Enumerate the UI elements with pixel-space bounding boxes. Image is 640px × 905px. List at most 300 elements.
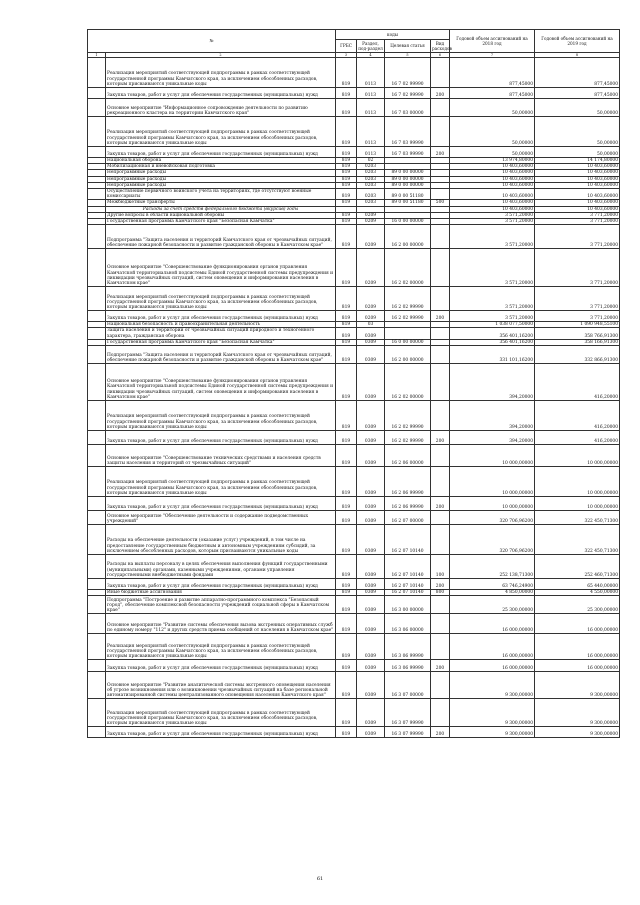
row-vol-2019-cell: 10 403,60000 <box>535 176 620 182</box>
row-name-cell: Непрограммные расходы <box>106 176 336 182</box>
row-vol-2019-cell: 10 403,60000 <box>535 164 620 170</box>
row-name-cell: Закупка товаров, работ и услуг для обеспечения государственных (муниципальных) нужд <box>106 660 336 672</box>
row-vol-2019-cell: 10 403,60000 <box>535 206 620 212</box>
table-row <box>88 579 620 590</box>
row-section-cell: 0113 <box>357 99 385 117</box>
table-header <box>88 30 620 58</box>
row-exp-type-cell: 100 <box>431 555 450 579</box>
row-vol-2019-cell: 9 300,00000 <box>535 699 620 727</box>
row-name-cell: Основное мероприятие "Совершенствование функционирования органов управления Камчатской территориальной подсистемы Единой государственной системы предупреждения и ликвидации чрезвычайных ситуаций, систем оповещения и информирования населения в Камчатском крае" <box>106 249 336 287</box>
row-grbs-cell: 819 <box>336 176 357 182</box>
row-vol-2018-cell: 10 403,60000 <box>450 200 535 206</box>
row-num-cell <box>88 147 106 158</box>
row-name-cell: Государственная программа Камчатского края "Безопасная Камчатка" <box>106 339 336 345</box>
row-exp-type-cell <box>431 596 450 614</box>
row-vol-2019-cell: 3 771,20000 <box>535 219 620 225</box>
row-vol-2019-cell: 877,45000 <box>535 88 620 99</box>
row-name-cell: Межбюджетные трансферты <box>106 200 336 206</box>
row-exp-type-cell: 200 <box>431 660 450 672</box>
row-vol-2018-cell: 13 974,80000 <box>450 158 535 164</box>
row-name-cell: Основное мероприятие "Развитие системы обеспечения вызова экстренных оперативных служб по единому номеру "112" и других средств приема сообщений от населения в Камчатском крае" <box>106 614 336 634</box>
row-vol-2018-cell: 3 571,20000 <box>450 249 535 287</box>
header-exp-type: Вид расходов <box>432 40 452 51</box>
row-grbs-cell: 819 <box>336 672 357 699</box>
row-grbs-cell: 819 <box>336 212 357 218</box>
row-target-cell <box>385 328 431 339</box>
table-row <box>88 614 620 634</box>
row-num-cell <box>88 699 106 727</box>
row-grbs-cell: 819 <box>336 164 357 170</box>
row-exp-type-cell <box>431 346 450 364</box>
row-target-cell: 16 3 07 00000 <box>385 672 431 699</box>
row-vol-2019-cell: 322 450,71300 <box>535 525 620 555</box>
row-exp-type-cell <box>431 445 450 467</box>
row-grbs-cell: 819 <box>336 660 357 672</box>
row-vol-2019-cell: 16 000,00000 <box>535 614 620 634</box>
row-vol-2018-cell: 252 138,71300 <box>450 555 535 579</box>
row-vol-2019-cell: 16 000,00000 <box>535 634 620 660</box>
row-vol-2019-cell: 3 771,20000 <box>535 287 620 311</box>
row-vol-2018-cell: 3 571,20000 <box>450 212 535 218</box>
row-num-cell <box>88 311 106 322</box>
row-grbs-cell: 819 <box>336 364 357 401</box>
row-section-cell: 0309 <box>357 401 385 431</box>
row-name-cell: Подпрограмма "Построение и развитие аппаратно-программного комплекса "Безопасный город", обеспечение комплексной безопасности учреждений социальной сферы в Камчатском крае" <box>106 596 336 614</box>
row-vol-2019-cell: 10 000,00000 <box>535 467 620 497</box>
row-grbs-cell: 819 <box>336 339 357 345</box>
row-target-cell: 16 0 00 00000 <box>385 339 431 345</box>
row-grbs-cell: 819 <box>336 189 357 200</box>
row-name-cell: Основное мероприятие "Информационное сопровождение деятельности по развитию рекреационного кластера на территории Камчатского края" <box>106 99 336 117</box>
row-grbs-cell: 819 <box>336 88 357 99</box>
row-num-cell <box>88 58 106 88</box>
row-section-cell: 0309 <box>357 467 385 497</box>
row-name-cell: Реализация мероприятий соответствующей подпрограммы в рамках соответствующей государственной программы Камчатского края, за исключением обособленных расходов, которым присваиваются уникальные коды <box>106 401 336 431</box>
row-target-cell: 16 3 06 99990 <box>385 634 431 660</box>
table-row <box>88 672 620 699</box>
row-vol-2019-cell: 10 403,60000 <box>535 189 620 200</box>
row-name-cell: Защита населения и территории от чрезвычайных ситуаций природного и техногенного характера, гражданская оборона <box>106 328 336 339</box>
row-vol-2019-cell: 416,20000 <box>535 431 620 445</box>
row-num-cell <box>88 445 106 467</box>
row-grbs-cell: 819 <box>336 467 357 497</box>
row-target-cell: 16 2 00 00000 <box>385 346 431 364</box>
row-vol-2019-cell: 14 174,80000 <box>535 158 620 164</box>
row-num-cell <box>88 88 106 99</box>
row-name-cell: Расходы на обеспечение деятельности (оказание услуг) учреждений, в том числе на предоставление государственным бюджетным и автономным учреждениям субсидий, за исключением обособленных расходов, которым присваиваются уникальные коды <box>106 525 336 555</box>
row-section-cell: 0309 <box>357 727 385 738</box>
row-vol-2018-cell: 10 403,60000 <box>450 164 535 170</box>
row-grbs-cell: 819 <box>336 445 357 467</box>
row-vol-2018-cell: 50,00000 <box>450 117 535 147</box>
row-target-cell: 89 0 00 51180 <box>385 189 431 200</box>
row-num-cell <box>88 249 106 287</box>
row-section-cell: 0203 <box>357 164 385 170</box>
row-target-cell: 16 7 02 99990 <box>385 88 431 99</box>
table-row <box>88 189 620 200</box>
table-row <box>88 328 620 339</box>
row-name-cell: Основное мероприятие "Совершенствование технических средствами и населения средств защиты населения и территорий от чрезвычайных ситуаций" <box>106 445 336 467</box>
row-vol-2019-cell: 10 000,00000 <box>535 445 620 467</box>
row-vol-2019-cell: 416,20000 <box>535 401 620 431</box>
col-number: 6 <box>431 53 450 58</box>
row-section-cell: 0309 <box>357 590 385 596</box>
row-vol-2018-cell: 3 571,20000 <box>450 311 535 322</box>
row-grbs-cell: 819 <box>336 614 357 634</box>
row-vol-2018-cell: 9 300,00000 <box>450 672 535 699</box>
table-row <box>88 58 620 88</box>
row-vol-2018-cell: 1 038 077,50000 <box>450 322 535 328</box>
row-section-cell: 0309 <box>357 328 385 339</box>
table-row <box>88 117 620 147</box>
table-row <box>88 511 620 525</box>
row-num-cell <box>88 189 106 200</box>
row-section-cell: 0209 <box>357 287 385 311</box>
table-row <box>88 249 620 287</box>
row-target-cell: 16 3 07 99990 <box>385 727 431 738</box>
table-row <box>88 497 620 511</box>
row-vol-2018-cell: 356 401,16200 <box>450 328 535 339</box>
row-section-cell: 0113 <box>357 58 385 88</box>
row-vol-2018-cell: 10 403,60000 <box>450 170 535 176</box>
row-grbs-cell: 819 <box>336 555 357 579</box>
row-exp-type-cell <box>431 58 450 88</box>
row-target-cell: 16 2 07 00000 <box>385 511 431 525</box>
row-section-cell: 0309 <box>357 364 385 401</box>
row-name-cell: Осуществление первичного воинского учета на территориях, где отсутствуют военные комиссариаты <box>106 189 336 200</box>
row-exp-type-cell <box>431 401 450 431</box>
table-row <box>88 445 620 467</box>
row-section-cell: 0309 <box>357 614 385 634</box>
table-row <box>88 431 620 445</box>
row-exp-type-cell: 200 <box>431 431 450 445</box>
row-vol-2019-cell: 3 771,20000 <box>535 212 620 218</box>
row-vol-2019-cell: 9 300,00000 <box>535 672 620 699</box>
row-target-cell: 16 0 00 00000 <box>385 219 431 225</box>
row-target-cell: 89 0 00 00000 <box>385 182 431 188</box>
row-vol-2019-cell: 16 000,00000 <box>535 660 620 672</box>
row-vol-2018-cell: 25 300,00000 <box>450 596 535 614</box>
row-section-cell: 0203 <box>357 200 385 206</box>
row-num-cell <box>88 555 106 579</box>
header-codes: коды <box>336 30 450 40</box>
row-vol-2018-cell: 331 101,16200 <box>450 346 535 364</box>
col-number: 1 <box>88 53 106 58</box>
row-name-cell: Основное мероприятие "Развитие аналитической системы экстренного оповещения населения об угрозе возникновения или о возникновении чрезвычайных ситуаций на базе региональной автоматизированной системы централизованного оповещения населения Камчатского края" <box>106 672 336 699</box>
table-row <box>88 727 620 738</box>
row-target-cell: 89 0 00 00000 <box>385 176 431 182</box>
row-exp-type-cell <box>431 699 450 727</box>
row-vol-2019-cell: 50,00000 <box>535 99 620 117</box>
row-name-cell: Закупка товаров, работ и услуг для обеспечения государственных (муниципальных) нужд <box>106 727 336 738</box>
row-num-cell <box>88 634 106 660</box>
row-vol-2018-cell: 10 403,60000 <box>450 189 535 200</box>
table-row <box>88 634 620 660</box>
row-vol-2019-cell: 65 440,00000 <box>535 579 620 590</box>
row-section-cell: 0309 <box>357 634 385 660</box>
row-vol-2018-cell: 16 000,00000 <box>450 660 535 672</box>
row-grbs-cell: 819 <box>336 596 357 614</box>
row-target-cell: 16 2 02 00000 <box>385 249 431 287</box>
row-name-cell: Закупка товаров, работ и услуг для обеспечения государственных (муниципальных) нужд <box>106 579 336 590</box>
row-vol-2018-cell: 50,00000 <box>450 147 535 158</box>
row-target-cell: 16 2 02 99990 <box>385 431 431 445</box>
row-section-cell: 0309 <box>357 346 385 364</box>
row-vol-2018-cell: 320 706,96200 <box>450 511 535 525</box>
row-num-cell <box>88 99 106 117</box>
row-exp-type-cell: 200 <box>431 147 450 158</box>
row-target-cell: 16 2 07 10140 <box>385 555 431 579</box>
row-name-cell: Расходы за счет средств федерального бюджета (вкурсив) годы <box>106 206 336 212</box>
row-section-cell: 0209 <box>357 219 385 225</box>
row-vol-2018-cell: 16 000,00000 <box>450 634 535 660</box>
row-num-cell <box>88 525 106 555</box>
row-vol-2018-cell: 394,20000 <box>450 401 535 431</box>
row-grbs-cell: 819 <box>336 579 357 590</box>
row-exp-type-cell <box>431 287 450 311</box>
row-grbs-cell: 819 <box>336 497 357 511</box>
row-num-cell <box>88 287 106 311</box>
row-vol-2018-cell: 10 403,60000 <box>450 206 535 212</box>
row-vol-2018-cell: 320 706,96200 <box>450 525 535 555</box>
row-name-cell: Реализация мероприятий соответствующей подпрограммы в рамках соответствующей государственной программы Камчатского края, за исключением обособленных расходов, которым присваиваются уникальные коды <box>106 58 336 88</box>
row-vol-2019-cell: 322 450,71300 <box>535 511 620 525</box>
row-vol-2018-cell: 10 403,60000 <box>450 176 535 182</box>
row-vol-2019-cell: 358 766,91300 <box>535 328 620 339</box>
row-name-cell: Закупка товаров, работ и услуг для обеспечения государственных (муниципальных) нужд <box>106 497 336 511</box>
row-num-cell <box>88 401 106 431</box>
row-target-cell: 16 2 02 00000 <box>385 364 431 401</box>
row-exp-type-cell <box>431 672 450 699</box>
row-vol-2019-cell: 10 403,60000 <box>535 170 620 176</box>
col-number: 2 <box>106 53 336 58</box>
row-num-cell <box>88 727 106 738</box>
row-exp-type-cell <box>431 364 450 401</box>
row-section-cell: 0309 <box>357 511 385 525</box>
row-grbs-cell: 819 <box>336 311 357 322</box>
row-section-cell: 0113 <box>357 117 385 147</box>
row-section-cell: 0203 <box>357 170 385 176</box>
row-vol-2019-cell: 252 460,71300 <box>535 555 620 579</box>
row-grbs-cell: 819 <box>336 287 357 311</box>
row-target-cell: 16 3 00 00000 <box>385 596 431 614</box>
row-num-cell <box>88 117 106 147</box>
row-num-cell <box>88 614 106 634</box>
row-target-cell: 16 7 03 00000 <box>385 99 431 117</box>
table-row <box>88 525 620 555</box>
table-row <box>88 364 620 401</box>
row-name-cell: Основное мероприятие "Обеспечение деятельности и содержание подведомственных учреждений" <box>106 511 336 525</box>
row-vol-2018-cell: 50,00000 <box>450 99 535 117</box>
row-num-cell <box>88 431 106 445</box>
col-number: 5 <box>385 53 431 58</box>
row-vol-2019-cell: 416,20000 <box>535 364 620 401</box>
row-num-cell <box>88 579 106 590</box>
row-name-cell: Закупка товаров, работ и услуг для обеспечения государственных (муниципальных) нужд <box>106 431 336 445</box>
col-number: 8 <box>535 53 620 58</box>
row-grbs-cell: 819 <box>336 401 357 431</box>
row-section-cell: 03 <box>357 322 385 328</box>
table-row <box>88 287 620 311</box>
header-target: Целевая статья <box>385 40 431 53</box>
row-vol-2019-cell: 50,00000 <box>535 117 620 147</box>
row-section-cell: 0309 <box>357 579 385 590</box>
row-target-cell: 16 3 06 99990 <box>385 660 431 672</box>
row-grbs-cell: 819 <box>336 590 357 596</box>
row-section-cell: 0209 <box>357 212 385 218</box>
row-exp-type-cell: 200 <box>431 727 450 738</box>
row-grbs-cell: 819 <box>336 147 357 158</box>
row-section-cell: 0309 <box>357 339 385 345</box>
row-grbs-cell: 819 <box>336 182 357 188</box>
row-exp-type-cell: 200 <box>431 311 450 322</box>
row-num-cell <box>88 364 106 401</box>
row-target-cell: 89 0 00 51180 <box>385 200 431 206</box>
row-exp-type-cell <box>431 249 450 287</box>
row-name-cell: Закупка товаров, работ и услуг для обеспечения государственных (муниципальных) нужд <box>106 311 336 322</box>
row-section-cell: 0309 <box>357 555 385 579</box>
row-target-cell: 16 7 02 99990 <box>385 58 431 88</box>
row-exp-type-cell <box>431 511 450 525</box>
row-num-cell <box>88 672 106 699</box>
row-section-cell: 0203 <box>357 182 385 188</box>
row-exp-type-cell <box>431 614 450 634</box>
col-number: 7 <box>450 53 535 58</box>
row-vol-2018-cell: 394,20000 <box>450 364 535 401</box>
table-row <box>88 147 620 158</box>
row-vol-2019-cell: 25 300,00000 <box>535 596 620 614</box>
row-grbs-cell: 819 <box>336 219 357 225</box>
row-target-cell: 16 2 07 10140 <box>385 579 431 590</box>
row-target-cell: 16 2 07 10140 <box>385 590 431 596</box>
row-name-cell: Закупка товаров, работ и услуг для обеспечения государственных (муниципальных) нужд <box>106 147 336 158</box>
row-vol-2018-cell: 9 300,00000 <box>450 727 535 738</box>
row-name-cell: Непрограммные расходы <box>106 170 336 176</box>
row-vol-2019-cell: 358 166,91300 <box>535 339 620 345</box>
row-name-cell: Иные бюджетные ассигнования <box>106 590 336 596</box>
row-target-cell: 16 7 03 99990 <box>385 147 431 158</box>
row-exp-type-cell <box>431 525 450 555</box>
row-grbs-cell: 819 <box>336 158 357 164</box>
row-name-cell: Закупка товаров, работ и услуг для обеспечения государственных (муниципальных) нужд <box>106 88 336 99</box>
row-section-cell: 0209 <box>357 249 385 287</box>
row-name-cell: Реализация мероприятий соответствующей подпрограммы в рамках соответствующей государственной программы Камчатского края, за исключением обособленных расходов, которым присваиваются уникальные коды <box>106 634 336 660</box>
row-vol-2019-cell: 3 771,20000 <box>535 225 620 249</box>
row-section-cell: 0203 <box>357 176 385 182</box>
row-target-cell: 16 7 03 99990 <box>385 117 431 147</box>
row-num-cell <box>88 596 106 614</box>
row-exp-type-cell <box>431 225 450 249</box>
row-vol-2018-cell: 877,45000 <box>450 58 535 88</box>
row-target-cell: 16 3 06 00000 <box>385 614 431 634</box>
row-grbs-cell: 819 <box>336 58 357 88</box>
header-grbs: ГРБС <box>336 40 357 53</box>
table-row <box>88 467 620 497</box>
row-target-cell: 16 2 02 99990 <box>385 401 431 431</box>
row-name-cell: Реализация мероприятий соответствующей подпрограммы в рамках соответствующей государственной программы Камчатского края, за исключением обособленных расходов, которым присваиваются уникальные коды <box>106 117 336 147</box>
row-grbs-cell: 819 <box>336 99 357 117</box>
row-target-cell: 16 2 00 00000 <box>385 225 431 249</box>
row-vol-2019-cell: 50,00000 <box>535 147 620 158</box>
table-row <box>88 596 620 614</box>
row-exp-type-cell <box>431 328 450 339</box>
row-grbs-cell: 819 <box>336 525 357 555</box>
row-grbs-cell: 819 <box>336 170 357 176</box>
row-vol-2019-cell: 3 771,20000 <box>535 311 620 322</box>
row-section-cell: 0309 <box>357 699 385 727</box>
row-section-cell: 0203 <box>357 189 385 200</box>
row-vol-2018-cell: 10 000,00000 <box>450 445 535 467</box>
row-vol-2018-cell: 10 000,00000 <box>450 497 535 511</box>
row-vol-2019-cell: 1 090 948,55100 <box>535 322 620 328</box>
row-grbs-cell: 819 <box>336 699 357 727</box>
row-vol-2018-cell: 3 571,20000 <box>450 287 535 311</box>
table-row <box>88 401 620 431</box>
row-vol-2019-cell: 10 403,60000 <box>535 200 620 206</box>
row-target-cell: 16 2 06 99990 <box>385 467 431 497</box>
row-exp-type-cell: 800 <box>431 590 450 596</box>
row-grbs-cell: 819 <box>336 634 357 660</box>
table-row <box>88 555 620 579</box>
row-section-cell: 0113 <box>357 147 385 158</box>
row-vol-2019-cell: 4 550,00000 <box>535 590 620 596</box>
row-grbs-cell: 819 <box>336 322 357 328</box>
row-num-cell <box>88 511 106 525</box>
table-row <box>88 88 620 99</box>
row-section-cell: 0309 <box>357 445 385 467</box>
table-row <box>88 346 620 364</box>
table-row <box>88 660 620 672</box>
row-name-cell: Расходы на выплаты персоналу в целях обеспечения выполнения функций государственными (муниципальными) органами, казенными учреждениями, органами управления государственными внебюджетными фондами <box>106 555 336 579</box>
row-target-cell: 16 3 07 99990 <box>385 699 431 727</box>
budget-table <box>87 29 620 738</box>
row-vol-2018-cell: 394,20000 <box>450 431 535 445</box>
row-exp-type-cell <box>431 634 450 660</box>
row-name-cell: Подпрограмма "Защита населения и территорий Камчатского края от чрезвычайных ситуаций, обеспечение пожарной безопасности и развитие гражданской обороны в Камчатском крае" <box>106 225 336 249</box>
row-name-cell: Реализация мероприятий соответствующей подпрограммы в рамках соответствующей государственной программы Камчатского края, за исключением обособленных расходов, которым присваиваются уникальные коды <box>106 699 336 727</box>
row-exp-type-cell <box>431 189 450 200</box>
row-vol-2018-cell: 356 401,16200 <box>450 339 535 345</box>
row-grbs-cell: 819 <box>336 225 357 249</box>
table-row <box>88 225 620 249</box>
row-section-cell: 0309 <box>357 596 385 614</box>
row-vol-2019-cell: 877,45000 <box>535 58 620 88</box>
row-grbs-cell: 819 <box>336 346 357 364</box>
row-vol-2018-cell: 16 000,00000 <box>450 614 535 634</box>
row-vol-2018-cell: 9 300,00000 <box>450 699 535 727</box>
row-vol-2018-cell: 3 571,20000 <box>450 225 535 249</box>
row-vol-2019-cell: 10 403,60000 <box>535 182 620 188</box>
table-row <box>88 699 620 727</box>
row-name-cell: Мобилизационная и вневойсковая подготовка <box>106 164 336 170</box>
row-section-cell: 0309 <box>357 497 385 511</box>
row-name-cell: Национальная безопасность и правоохранительная деятельность <box>106 322 336 328</box>
row-exp-type-cell <box>431 117 450 147</box>
row-section-cell: 0309 <box>357 431 385 445</box>
row-vol-2019-cell: 3 771,20000 <box>535 249 620 287</box>
row-num-cell <box>88 328 106 339</box>
row-exp-type-cell <box>431 467 450 497</box>
row-vol-2018-cell: 10 000,00000 <box>450 467 535 497</box>
row-section-cell: 0113 <box>357 88 385 99</box>
row-grbs-cell: 819 <box>336 200 357 206</box>
row-section-cell: 0309 <box>357 525 385 555</box>
table-body <box>88 58 620 738</box>
row-section-cell: 02 <box>357 158 385 164</box>
row-exp-type-cell: 200 <box>431 88 450 99</box>
row-section-cell: 0309 <box>357 672 385 699</box>
row-name-cell: Другие вопросы в области национальной обороны <box>106 212 336 218</box>
